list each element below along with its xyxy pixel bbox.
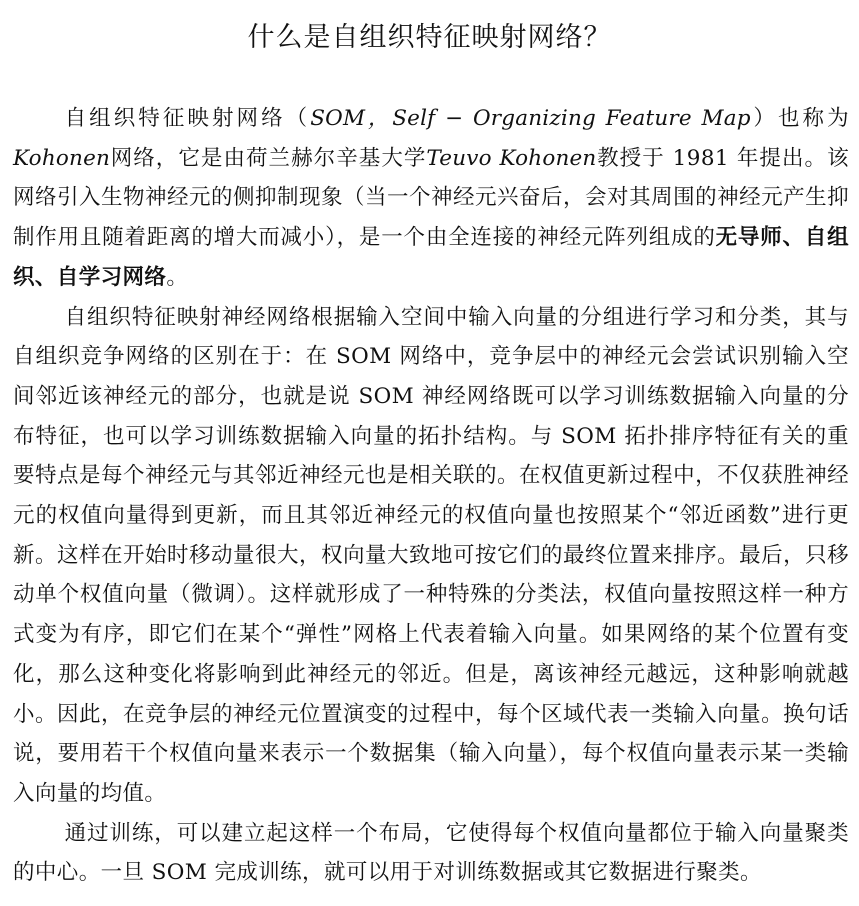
paragraph-text: 自组织特征映射网络（: [64, 106, 311, 131]
document-body: [13, 99, 849, 893]
bold-term-network-properties: 无导师、自组织、自学习网络: [13, 225, 849, 290]
document-title: 什么是自组织特征映射网络？: [247, 22, 612, 53]
paragraph-text: 。: [166, 264, 189, 290]
paragraph-text: 网络，它是由荷兰赫尔辛基大学: [110, 145, 427, 171]
paragraph-som-definition: [13, 99, 849, 298]
paragraph-som-training: 通过训练，可以建立起这样一个布局，它使得每个权值向量都位于输入向量聚类的中心。一旦 SOM 完成训练，就可以用于对训练数据或其它数据进行聚类。: [13, 820, 849, 886]
math-term-teuvo-kohonen: Teuvo Kohonen: [426, 145, 597, 171]
paragraph-text: 教授于 1981 年提出。该网络引入生物神经元的侧抑制现象（当一个神经元兴奋后，会对其周围的神经元产生抑制作用且随着距离的增大而减小），是一个由全连接的神经元阵列组成的: [13, 145, 849, 251]
math-term-som-full-name: SOM，Self − Organizing Feature Map: [310, 106, 751, 131]
paragraph-text: ）也称为: [750, 106, 849, 131]
paragraph-som-learning: 自组织特征映射神经网络根据输入空间中输入向量的分组进行学习和分类，其与自组织竞争网络的区别在于：在 SOM 网络中，竞争层中的神经元会尝试识别输入空间邻近该神经元的部分，也就是说 SOM 神经网络既可以学习训练数据输入向量的分布特征，也可以学习训练数据输入向量的拓扑结构。与 SOM 拓扑排序特征有关的重要特点是每个神经元与其邻近神经元也是相关联的。在权值更新过程中，不仅获胜神经元的权值向量得到更新，而且其邻近神经元的权值向量也按照某个“邻近函数”进行更新。这样在开始时移动量很大，权向量大致地可按它们的最终位置来排序。最后，只移动单个权值向量（微调）。这样就形成了一种特殊的分类法，权值向量按照这样一种方式变为有序，即它们在某个“弹性”网格上代表着输入向量。如果网络的某个位置有变化，那么这种变化将影响到此神经元的邻近。但是，离该神经元越远，这种影响就越小。因此，在竞争层的神经元位置演变的过程中，每个区域代表一类输入向量。换句话说，要用若干个权值向量来表示一个数据集（输入向量），每个权值向量表示某一类输入向量的均值。: [13, 304, 849, 806]
math-term-kohonen: Kohonen: [13, 145, 111, 171]
